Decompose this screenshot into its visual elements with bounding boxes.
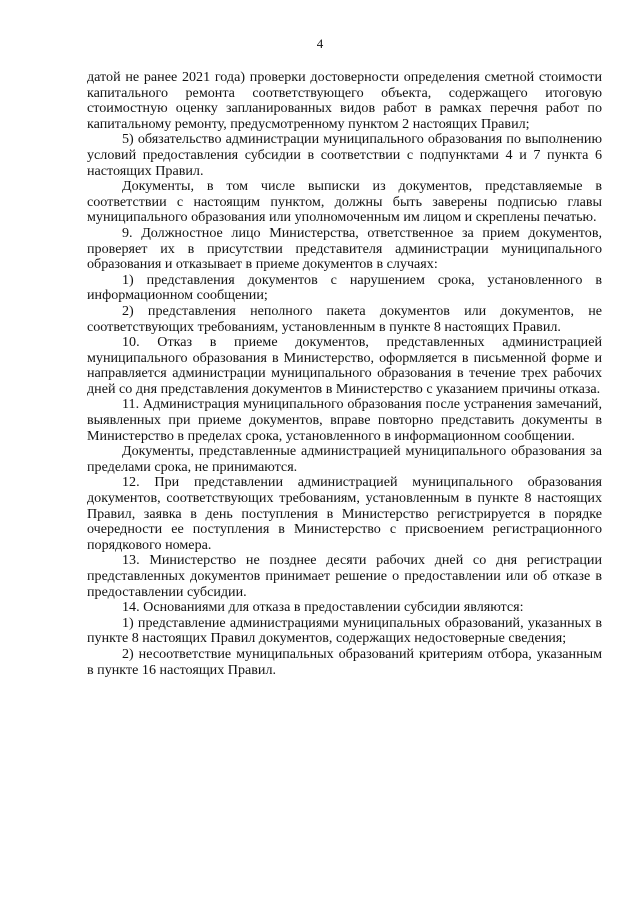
paragraph: датой не ранее 2021 года) проверки достоверности определения сметной стоимости капитального ремонта соответствующего объекта, содержащего итоговую стоимостную оценку запланированных видов работ в рамках перечня работ по капитальному ремонту, предусмотренному пунктом 2 настоящих Правил; <box>87 69 602 132</box>
paragraph: Документы, представленные администрацией муниципального образования за пределами срока, не принимаются. <box>87 443 602 475</box>
paragraph: 9. Должностное лицо Министерства, ответственное за прием документов, проверяет их в присутствии представителя администрации муниципального образования и отказывает в приеме документов в случаях: <box>87 224 602 273</box>
paragraph: 11. Администрация муниципального образования после устранения замечаний, выявленных при приеме документов, вправе повторно представить документы в Министерство в пределах срока, установленного в информационном сообщении. <box>87 396 602 444</box>
paragraph: 1) представления документов с нарушением срока, установленного в информационном сообщении; <box>87 271 602 304</box>
paragraph: 12. При представлении администрацией муниципального образования документов, соответствующих требованиям, установленным в пункте 8 настоящих Правил, заявка в день поступления в Министерство регистрируется в порядке очередности ее поступления в Министерство с присвоением регистрационного порядкового номера. <box>87 474 602 553</box>
paragraph: 2) несоответствие муниципальных образований критериям отбора, указанным в пункте 16 настоящих Правил. <box>87 645 602 678</box>
paragraph: 13. Министерство не позднее десяти рабочих дней со дня регистрации представленных документов принимает решение о предоставлении или об отказе в предоставлении субсидии. <box>87 552 602 600</box>
paragraph: 14. Основаниями для отказа в предоставлении субсидии являются: <box>122 599 524 616</box>
paragraph: 1) представление администрациями муниципальных образований, указанных в пункте 8 настоящих Правил документов, содержащих недостоверные сведения; <box>87 614 602 647</box>
paragraph: 2) представления неполного пакета документов или документов, не соответствующих требованиям, установленным в пункте 8 настоящих Правил. <box>87 302 602 335</box>
paragraph: 10. Отказ в приеме документов, представленных администрацией муниципального образования в Министерство, оформляется в письменной форме и направляется администрации муниципального образования в течение трех рабочих дней со дня представления документов в Министерство с указанием причины отказа. <box>87 334 602 397</box>
paragraph: Документы, в том числе выписки из документов, представляемые в соответствии с настоящим пунктом, должны быть заверены подписью главы муниципального образования или уполномоченным им лицом и скреплены печатью. <box>87 178 602 226</box>
document-body <box>87 70 602 678</box>
page-number: 4 <box>316 36 324 51</box>
paragraph: 5) обязательство администрации муниципального образования по выполнению условий предоставления субсидии в соответствии с подпунктами 4 и 7 пункта 6 настоящих Правил. <box>87 131 602 179</box>
